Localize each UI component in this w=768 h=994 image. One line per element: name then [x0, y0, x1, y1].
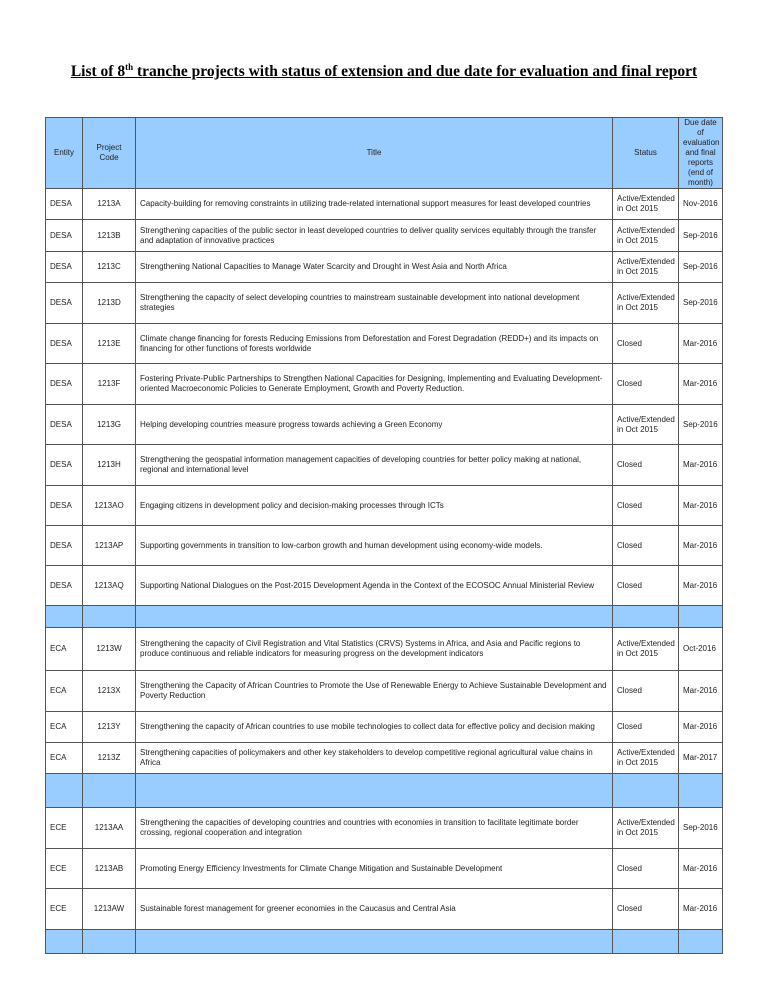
separator-cell — [136, 606, 613, 628]
cell-code: 1213W — [83, 628, 136, 671]
separator-cell — [679, 930, 723, 954]
cell-code: 1213G — [83, 405, 136, 445]
cell-entity: DESA — [46, 526, 83, 566]
header-title: Title — [136, 118, 613, 189]
table-row — [46, 486, 723, 526]
cell-title: Supporting governments in transition to low-carbon growth and human development using economy-wide models. — [136, 526, 613, 566]
header-due: Due date of evaluation and final reports (end of month) — [679, 118, 723, 189]
cell-status: Closed — [613, 566, 679, 606]
cell-due: Mar-2016 — [679, 566, 723, 606]
header-code: Project Code — [83, 118, 136, 189]
cell-entity: DESA — [46, 283, 83, 324]
cell-code: 1213B — [83, 220, 136, 252]
cell-due: Sep-2016 — [679, 220, 723, 252]
cell-due: Mar-2016 — [679, 445, 723, 486]
cell-status: Active/Extended in Oct 2015 — [613, 808, 679, 849]
cell-status: Active/Extended in Oct 2015 — [613, 220, 679, 252]
cell-code: 1213E — [83, 324, 136, 364]
cell-entity: DESA — [46, 364, 83, 405]
cell-status: Closed — [613, 849, 679, 889]
cell-entity: DESA — [46, 220, 83, 252]
cell-entity: ECE — [46, 849, 83, 889]
table-row — [46, 808, 723, 849]
separator-row — [46, 930, 723, 954]
cell-due: Nov-2016 — [679, 189, 723, 220]
separator-cell — [46, 774, 83, 808]
cell-code: 1213AO — [83, 486, 136, 526]
cell-status: Closed — [613, 671, 679, 712]
cell-entity: ECA — [46, 628, 83, 671]
cell-code: 1213AB — [83, 849, 136, 889]
cell-code: 1213X — [83, 671, 136, 712]
cell-status: Active/Extended in Oct 2015 — [613, 405, 679, 445]
cell-title: Strengthening the geospatial information management capacities of developing countries for better policy making at national, regional and international level — [136, 445, 613, 486]
cell-due: Mar-2016 — [679, 889, 723, 930]
separator-cell — [679, 606, 723, 628]
cell-status: Closed — [613, 889, 679, 930]
cell-due: Sep-2016 — [679, 405, 723, 445]
cell-code: 1213C — [83, 252, 136, 283]
cell-entity: ECE — [46, 889, 83, 930]
separator-cell — [613, 930, 679, 954]
cell-code: 1213AQ — [83, 566, 136, 606]
projects-table — [45, 117, 723, 954]
cell-status: Closed — [613, 486, 679, 526]
table-row — [46, 445, 723, 486]
header-status: Status — [613, 118, 679, 189]
table-row — [46, 324, 723, 364]
cell-title: Strengthening the capacity of Civil Registration and Vital Statistics (CRVS) Systems in Africa, and Asia and Pacific regions to produce continuous and reliable indicators for measuring progress on the development indicators — [136, 628, 613, 671]
cell-due: Oct-2016 — [679, 628, 723, 671]
cell-title: Climate change financing for forests Reducing Emissions from Deforestation and Forest Degradation (REDD+) and its impacts on financing for other functions of forests worldwide — [136, 324, 613, 364]
cell-due: Mar-2016 — [679, 364, 723, 405]
cell-status: Closed — [613, 526, 679, 566]
cell-entity: DESA — [46, 486, 83, 526]
cell-entity: ECA — [46, 712, 83, 743]
cell-due: Mar-2016 — [679, 712, 723, 743]
header-entity: Entity — [46, 118, 83, 189]
cell-due: Sep-2016 — [679, 252, 723, 283]
table-row — [46, 189, 723, 220]
cell-due: Mar-2016 — [679, 526, 723, 566]
cell-status: Active/Extended in Oct 2015 — [613, 252, 679, 283]
cell-entity: DESA — [46, 566, 83, 606]
cell-status: Closed — [613, 324, 679, 364]
cell-code: 1213Y — [83, 712, 136, 743]
cell-title: Capacity-building for removing constraints in utilizing trade-related international support measures for least developed countries — [136, 189, 613, 220]
header-row — [46, 118, 723, 189]
document-title: List of 8th tranche projects with status of extension and due date for evaluation and final report — [70, 62, 698, 81]
cell-entity: ECA — [46, 743, 83, 774]
table-row — [46, 671, 723, 712]
cell-title: Strengthening the capacities of developing countries and countries with economies in transition to facilitate legitimate border crossing, regional cooperation and integration — [136, 808, 613, 849]
separator-cell — [136, 774, 613, 808]
cell-due: Mar-2017 — [679, 743, 723, 774]
cell-title: Engaging citizens in development policy and decision-making processes through ICTs — [136, 486, 613, 526]
cell-entity: DESA — [46, 324, 83, 364]
cell-status: Closed — [613, 445, 679, 486]
table-row — [46, 283, 723, 324]
table-row — [46, 889, 723, 930]
cell-title: Strengthening the Capacity of African Countries to Promote the Use of Renewable Energy to Achieve Sustainable Development and Poverty Reduction — [136, 671, 613, 712]
separator-cell — [613, 606, 679, 628]
cell-due: Sep-2016 — [679, 808, 723, 849]
cell-status: Active/Extended in Oct 2015 — [613, 743, 679, 774]
separator-cell — [136, 930, 613, 954]
cell-code: 1213AP — [83, 526, 136, 566]
cell-due: Mar-2016 — [679, 324, 723, 364]
cell-title: Fostering Private-Public Partnerships to Strengthen National Capacities for Designing, Implementing and Evaluating Development-oriented Macroeconomic Policies to Generate Employment, Growth and Poverty Reduction. — [136, 364, 613, 405]
table-row — [46, 252, 723, 283]
separator-cell — [83, 930, 136, 954]
cell-status: Active/Extended in Oct 2015 — [613, 628, 679, 671]
cell-title: Strengthening capacities of policymakers and other key stakeholders to develop competitive regional agricultural value chains in Africa — [136, 743, 613, 774]
cell-entity: ECE — [46, 808, 83, 849]
cell-status: Active/Extended in Oct 2015 — [613, 283, 679, 324]
cell-entity: DESA — [46, 252, 83, 283]
cell-status: Closed — [613, 712, 679, 743]
cell-code: 1213AW — [83, 889, 136, 930]
table-row — [46, 566, 723, 606]
cell-due: Mar-2016 — [679, 671, 723, 712]
cell-title: Strengthening capacities of the public sector in least developed countries to deliver quality services equitably through the transfer and adaptation of innovative practices — [136, 220, 613, 252]
cell-title: Supporting National Dialogues on the Post-2015 Development Agenda in the Context of the ECOSOC Annual Ministerial Review — [136, 566, 613, 606]
separator-cell — [83, 774, 136, 808]
table-row — [46, 743, 723, 774]
separator-cell — [613, 774, 679, 808]
separator-row — [46, 774, 723, 808]
table-row — [46, 712, 723, 743]
cell-code: 1213AA — [83, 808, 136, 849]
table-row — [46, 364, 723, 405]
table-row — [46, 405, 723, 445]
separator-cell — [83, 606, 136, 628]
separator-cell — [46, 606, 83, 628]
cell-code: 1213D — [83, 283, 136, 324]
cell-due: Mar-2016 — [679, 849, 723, 889]
separator-cell — [679, 774, 723, 808]
cell-code: 1213Z — [83, 743, 136, 774]
cell-due: Mar-2016 — [679, 486, 723, 526]
cell-code: 1213F — [83, 364, 136, 405]
cell-title: Sustainable forest management for greener economies in the Caucasus and Central Asia — [136, 889, 613, 930]
separator-cell — [46, 930, 83, 954]
cell-code: 1213A — [83, 189, 136, 220]
cell-status: Active/Extended in Oct 2015 — [613, 189, 679, 220]
cell-entity: DESA — [46, 405, 83, 445]
table-row — [46, 849, 723, 889]
table-row — [46, 526, 723, 566]
cell-title: Promoting Energy Efficiency Investments for Climate Change Mitigation and Sustainable Development — [136, 849, 613, 889]
cell-code: 1213H — [83, 445, 136, 486]
cell-entity: ECA — [46, 671, 83, 712]
cell-status: Closed — [613, 364, 679, 405]
cell-title: Helping developing countries measure progress towards achieving a Green Economy — [136, 405, 613, 445]
cell-entity: DESA — [46, 445, 83, 486]
cell-title: Strengthening the capacity of select developing countries to mainstream sustainable development into national development strategies — [136, 283, 613, 324]
cell-title: Strengthening the capacity of African countries to use mobile technologies to collect data for effective policy and decision making — [136, 712, 613, 743]
cell-title: Strengthening National Capacities to Manage Water Scarcity and Drought in West Asia and North Africa — [136, 252, 613, 283]
cell-due: Sep-2016 — [679, 283, 723, 324]
separator-row — [46, 606, 723, 628]
table-row — [46, 220, 723, 252]
table-row — [46, 628, 723, 671]
cell-entity: DESA — [46, 189, 83, 220]
